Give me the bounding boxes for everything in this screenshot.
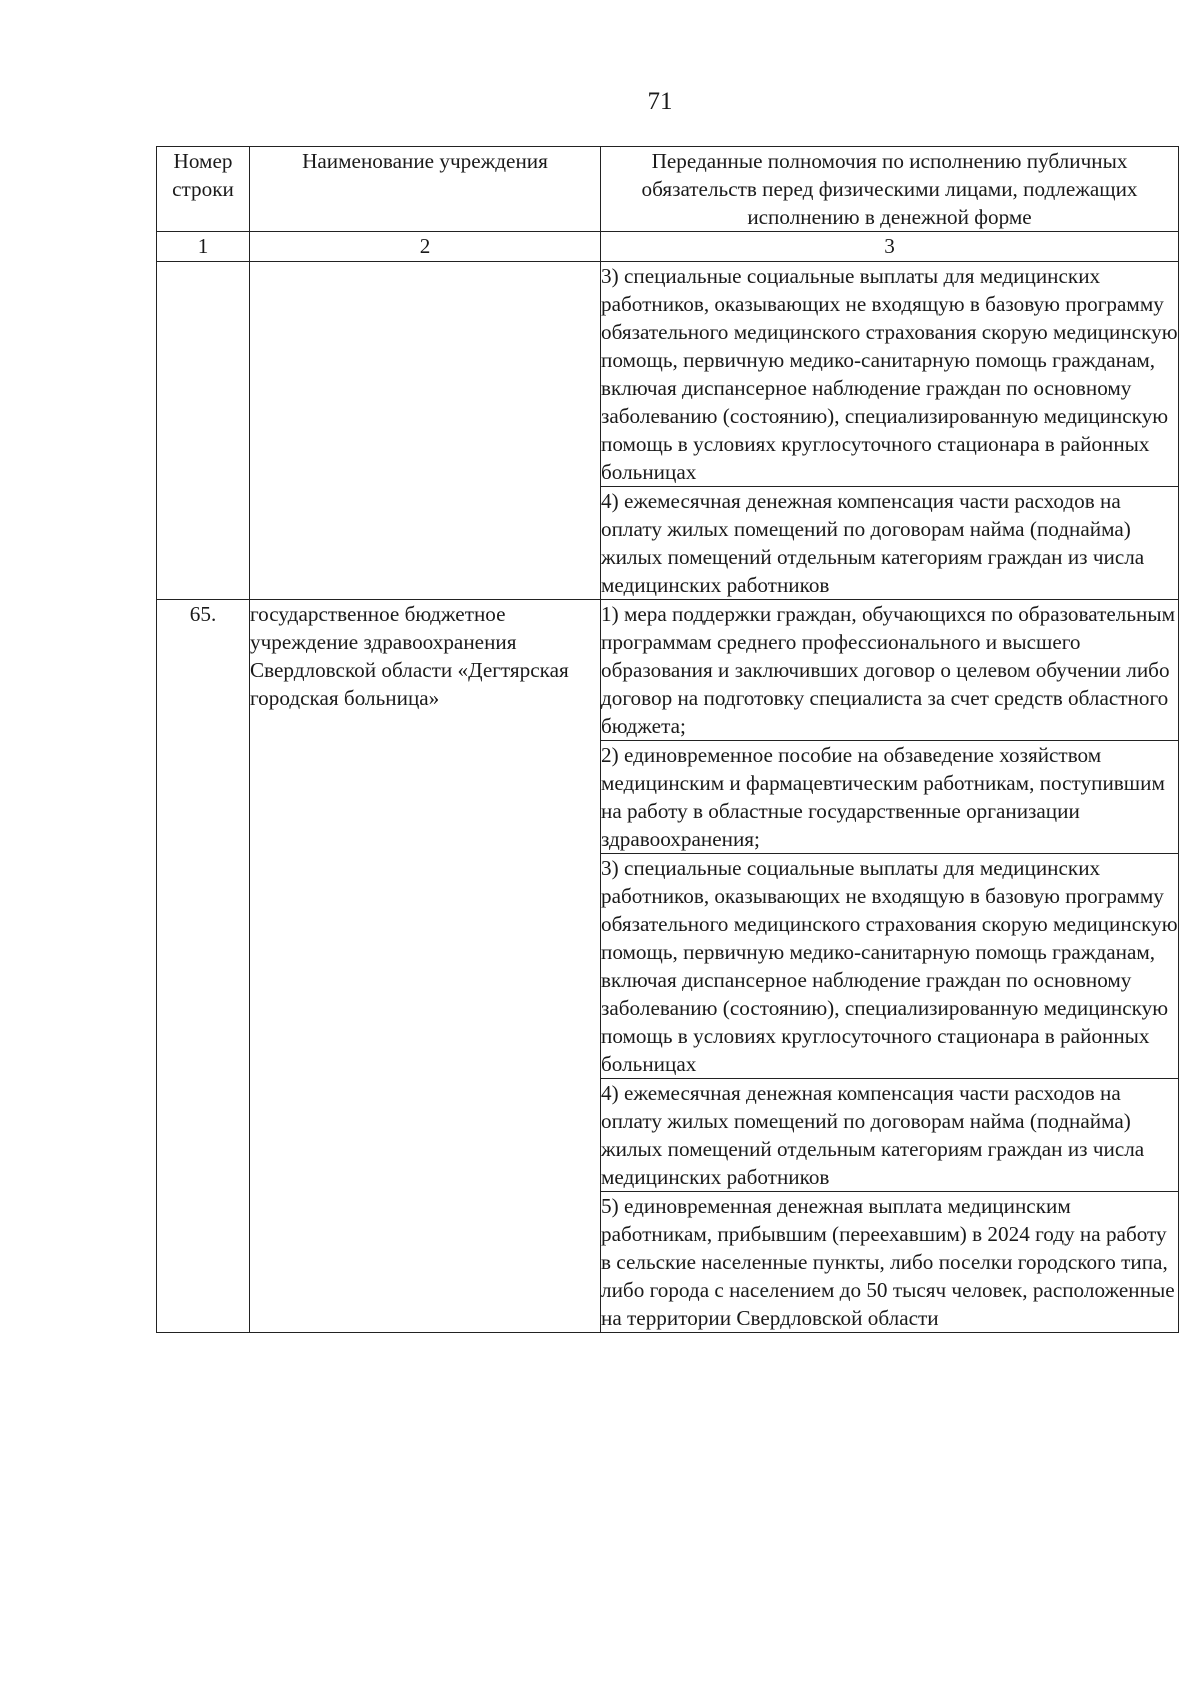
power-item: 3) специальные социальные выплаты для медицинских работников, оказывающих не входящую в базовую программу обязательного медицинского страхования скорую медицинскую помощь, первичную медико-санитарную помощь гражданам, включая диспансерное наблюдение граждан по основному заболеванию (состоянию), специализированную медицинскую помощь в условиях круглосуточного стационара в районных больницах: [601, 854, 1179, 1079]
power-item: 2) единовременное пособие на обзаведение хозяйством медицинским и фармацевтическим работникам, поступившим на работу в областные государственные организации здравоохранения;: [601, 741, 1179, 854]
table-row: [157, 600, 1179, 741]
row-number-cell: 65.: [157, 600, 250, 1333]
power-item: 1) мера поддержки граждан, обучающихся по образовательным программам среднего профессионального и высшего образования и заключивших договор о целевом обучении либо договор на подготовку специалиста за счет средств областного бюджета;: [601, 600, 1179, 741]
table-header-row: [157, 147, 1179, 232]
powers-table: [156, 146, 1179, 1333]
column-number-2: 2: [250, 232, 601, 262]
power-item: 3) специальные социальные выплаты для медицинских работников, оказывающих не входящую в базовую программу обязательного медицинского страхования скорую медицинскую помощь, первичную медико-санитарную помощь гражданам, включая диспансерное наблюдение граждан по основному заболеванию (состоянию), специализированную медицинскую помощь в условиях круглосуточного стационара в районных больницах: [601, 262, 1179, 487]
power-item: 5) единовременная денежная выплата медицинским работникам, прибывшим (переехавшим) в 2024 году на работу в сельские населенные пункты, либо поселки городского типа, либо города с населением до 50 тысяч человек, расположенные на территории Свердловской области: [601, 1192, 1179, 1333]
column-number-row: [157, 232, 1179, 262]
power-item: 4) ежемесячная денежная компенсация части расходов на оплату жилых помещений по договорам найма (поднайма) жилых помещений отдельным категориям граждан из числа медицинских работников: [601, 1079, 1179, 1192]
power-item: 4) ежемесячная денежная компенсация части расходов на оплату жилых помещений по договорам найма (поднайма) жилых помещений отдельным категориям граждан из числа медицинских работников: [601, 487, 1179, 600]
institution-cell: [250, 262, 601, 600]
page-number: 71: [647, 88, 673, 115]
header-institution: Наименование учреждения: [250, 147, 601, 232]
column-number-3: 3: [601, 232, 1179, 262]
column-number-1: 1: [157, 232, 250, 262]
header-row-number: Номер строки: [157, 147, 250, 232]
table-row: [157, 262, 1179, 487]
row-number-cell: [157, 262, 250, 600]
institution-cell: государственное бюджетное учреждение здравоохранения Свердловской области «Дегтярская городская больница»: [250, 600, 601, 1333]
header-powers: Переданные полномочия по исполнению публичных обязательств перед физическими лицами, подлежащих исполнению в денежной форме: [601, 147, 1179, 232]
